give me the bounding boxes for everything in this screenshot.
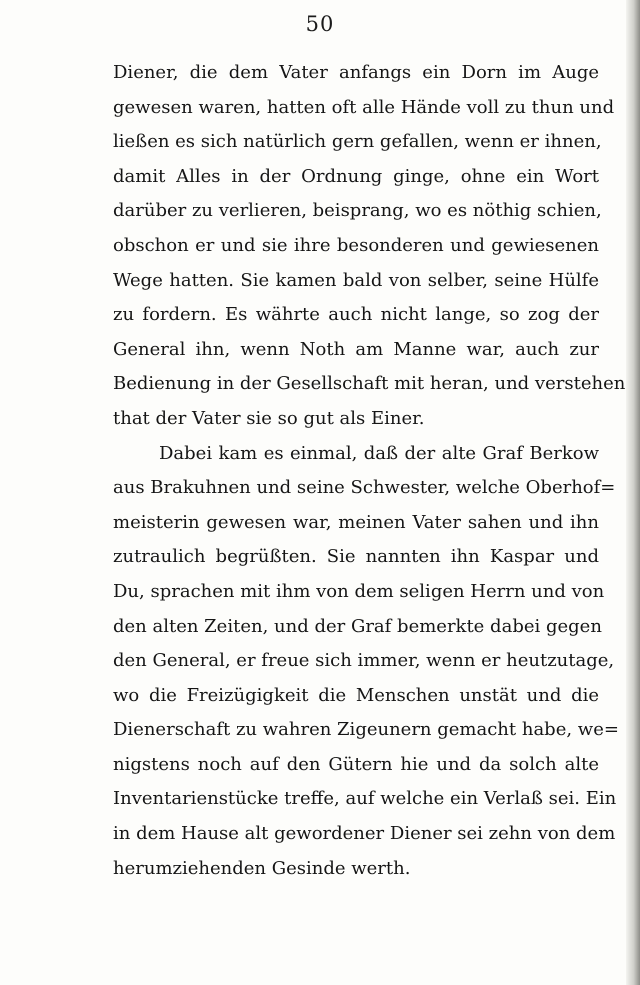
text-line: obschon er und sie ihre besonderen und gewiesenen (113, 234, 599, 256)
text-line: Diener, die dem Vater anfangs ein Dorn im Auge (113, 62, 599, 83)
text-line: ließen es sich natürlich gern gefallen, wenn er ihnen, (113, 131, 602, 153)
text-line: damit Alles in der Ordnung ginge, ohne ein Wort (113, 165, 599, 187)
text-line: nigstens noch auf den Gütern hie und da solch alte (113, 753, 599, 775)
text-line: zu fordern. Es währte auch nicht lange, so zog der (113, 304, 599, 326)
page-number: 50 (305, 12, 335, 36)
text-line: den General, er freue sich immer, wenn er heutzutage, (113, 650, 615, 672)
text-line: aus Brakuhnen und seine Schwester, welche Oberhof= (113, 477, 616, 499)
text-line: Bedienung in der Gesellschaft mit heran, und verstehen (113, 373, 626, 395)
text-line: General ihn, wenn Noth am Manne war, auch zur (113, 338, 599, 360)
text-line: meisterin gewesen war, meinen Vater sahen und ihn (113, 511, 599, 533)
text-line: that der Vater sie so gut als Einer. (113, 407, 425, 429)
text-line: Du, sprachen mit ihm von dem seligen Herrn und von (113, 580, 605, 602)
text-line: herumziehenden Gesinde werth. (113, 857, 411, 879)
text-line: gewesen waren, hatten oft alle Hände voll zu thun und (113, 96, 615, 118)
text-line: wo die Freizügigkeit die Menschen unstät und die (113, 684, 599, 706)
text-line: zutraulich begrüßten. Sie nannten ihn Kaspar und (113, 546, 599, 568)
text-line: Dabei kam es einmal, daß der alte Graf Berkow (159, 442, 599, 464)
text-line: Inventarienstücke treffe, auf welche ein Verlaß sei. Ein (113, 788, 617, 810)
body-text (113, 56, 626, 886)
scan-page-edge (626, 0, 640, 985)
text-line: darüber zu verlieren, beisprang, wo es nöthig schien, (113, 200, 602, 222)
text-line: Dienerschaft zu wahren Zigeunern gemacht habe, we= (113, 719, 619, 741)
text-line: Wege hatten. Sie kamen bald von selber, seine Hülfe (113, 269, 599, 291)
text-line: in dem Hause alt gewordener Diener sei zehn von dem (113, 823, 616, 845)
text-line: den alten Zeiten, und der Graf bemerkte dabei gegen (113, 615, 602, 637)
